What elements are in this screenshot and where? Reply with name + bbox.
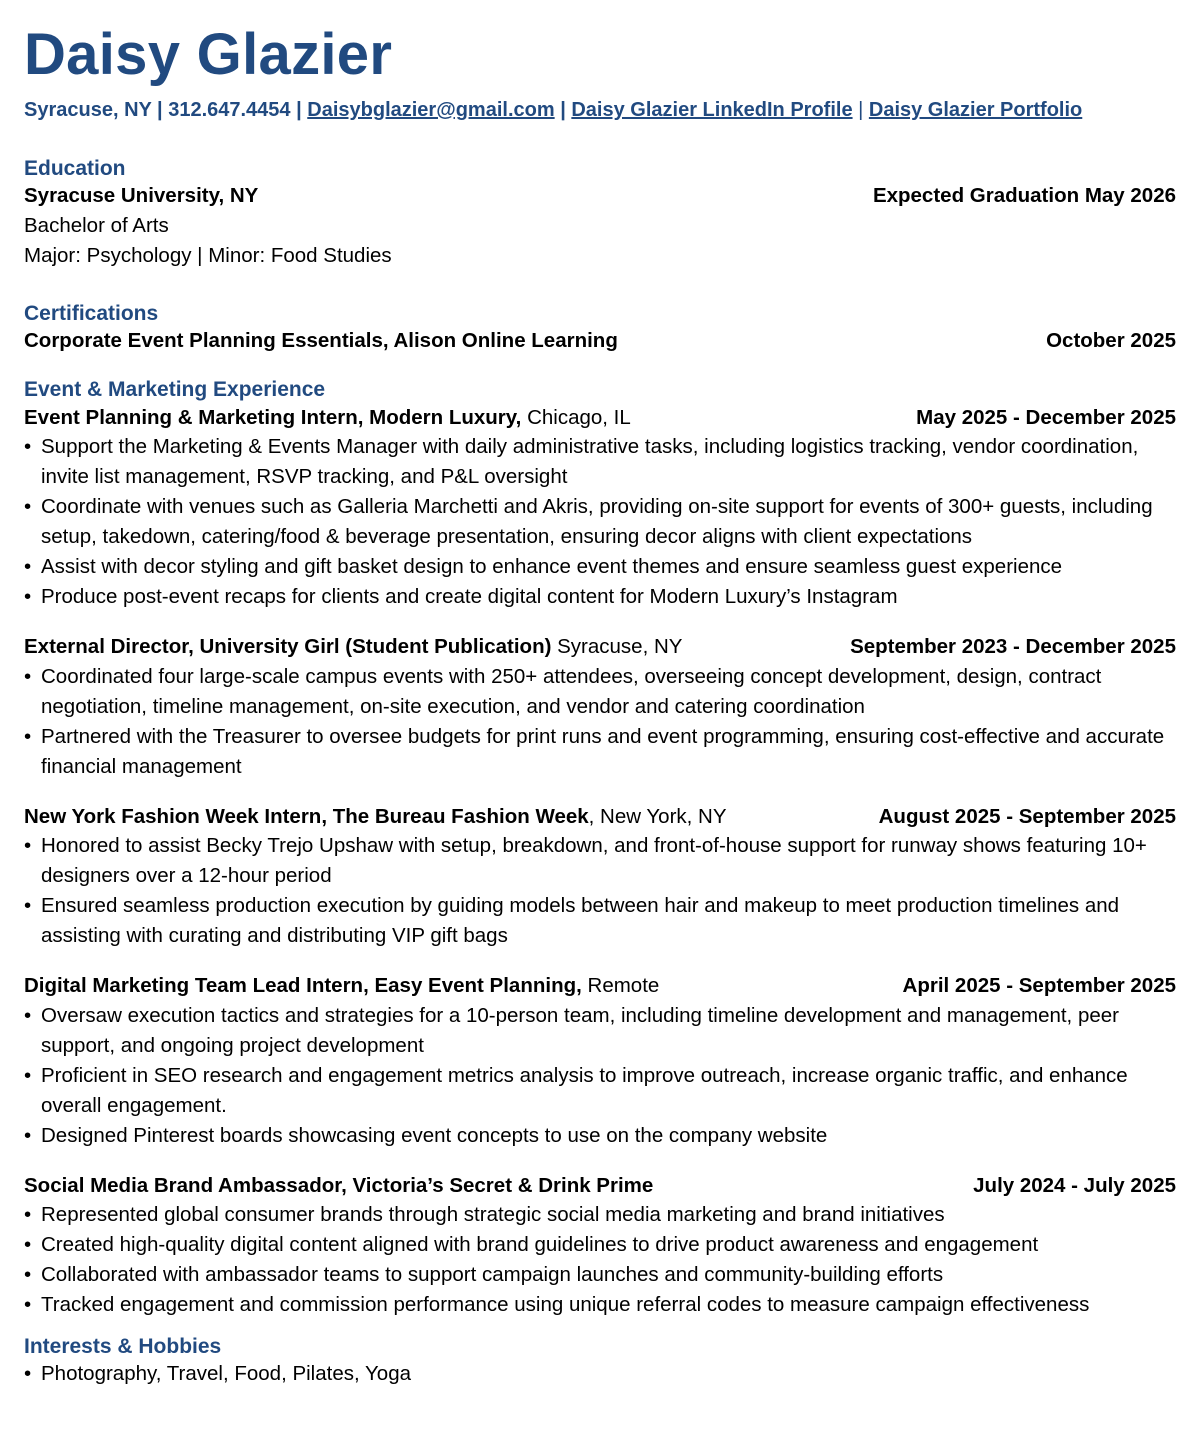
job-header	[24, 403, 1176, 433]
job-entry	[24, 1171, 1176, 1321]
job-date: August 2025 - September 2025	[878, 804, 1176, 828]
job-role: Event Planning & Marketing Intern, Modern Luxury,	[24, 405, 522, 429]
bullet-item: • Collaborated with ambassador teams to support campaign launches and community-building efforts	[24, 1260, 1176, 1290]
bullet-item: • Ensured seamless production execution by guiding models between hair and makeup to meet production timelines and assisting with curating and distributing VIP gift bags	[24, 891, 1176, 951]
job-bullets	[24, 1001, 1176, 1151]
job-role: Digital Marketing Team Lead Intern, Easy Event Planning,	[24, 974, 582, 998]
job-role: Social Media Brand Ambassador, Victoria’s Secret & Drink Prime	[24, 1173, 654, 1197]
job-entry	[24, 632, 1176, 782]
linkedin-link[interactable]: Daisy Glazier LinkedIn Profile	[571, 99, 853, 121]
job-entry	[24, 971, 1176, 1151]
bullet-item: • Proficient in SEO research and engagement metrics analysis to improve outreach, increase organic traffic, and enhance overall engagement.	[24, 1061, 1176, 1121]
certifications-heading: Certifications	[24, 301, 159, 325]
interests-heading: Interests & Hobbies	[24, 1335, 222, 1359]
contact-line	[24, 98, 1176, 122]
interests-item: • Photography, Travel, Food, Pilates, Yoga	[24, 1359, 1176, 1389]
certification-date: October 2025	[1046, 328, 1176, 352]
job-location: Remote	[581, 974, 660, 998]
contact-separator: |	[554, 99, 572, 121]
job-date: September 2023 - December 2025	[850, 635, 1176, 659]
bullet-item: • Coordinate with venues such as Galleria Marchetti and Akris, providing on-site support for events of 300+ guests, including setup, takedown, catering/food & beverage presentation, ensuring decor aligns with client expectations	[24, 492, 1176, 552]
job-bullets	[24, 1200, 1176, 1320]
bullet-item: • Oversaw execution tactics and strategies for a 10-person team, including timeline development and management, peer support, and ongoing project development	[24, 1001, 1176, 1061]
bullet-item: • Represented global consumer brands through strategic social media marketing and brand initiatives	[24, 1200, 1176, 1230]
degree: Bachelor of Arts	[24, 213, 169, 237]
education-section	[24, 156, 1176, 271]
email-link[interactable]: Daisybglazier@gmail.com	[307, 99, 555, 121]
location-phone: Syracuse, NY | 312.647.4454 |	[24, 99, 308, 121]
certification-row	[24, 326, 1176, 356]
interests-list	[24, 1359, 1176, 1389]
bullet-item: • Tracked engagement and commission performance using unique referral codes to measure campaign effectiveness	[24, 1290, 1176, 1320]
graduation-date: Expected Graduation May 2026	[872, 184, 1176, 208]
portfolio-link[interactable]: Daisy Glazier Portfolio	[868, 99, 1083, 121]
bullet-item: • Support the Marketing & Events Manager with daily administrative tasks, including logistics tracking, vendor coordination, invite list management, RSVP tracking, and P&L oversight	[24, 432, 1176, 492]
bullet-item: • Created high-quality digital content aligned with brand guidelines to drive product awareness and engagement	[24, 1230, 1176, 1260]
job-header	[24, 1171, 1176, 1201]
job-header	[24, 802, 1176, 832]
school-name: Syracuse University, NY	[24, 184, 259, 208]
experience-heading: Event & Marketing Experience	[24, 378, 326, 402]
bullet-item: • Designed Pinterest boards showcasing event concepts to use on the company website	[24, 1121, 1176, 1151]
job-date: April 2025 - September 2025	[902, 974, 1176, 998]
job-location: Chicago, IL	[521, 405, 631, 429]
bullet-item: • Coordinated four large-scale campus events with 250+ attendees, overseeing concept development, design, contract negotiation, timeline management, on-site execution, and vendor and catering coordination	[24, 662, 1176, 722]
job-date: May 2025 - December 2025	[916, 405, 1176, 429]
job-title	[24, 403, 631, 433]
job-location: Syracuse, NY	[551, 635, 683, 659]
job-title	[24, 632, 682, 662]
bullet-item: • Partnered with the Treasurer to oversee budgets for print runs and event programming, ensuring cost-effective and accurate financial management	[24, 722, 1176, 782]
education-heading: Education	[24, 157, 126, 180]
certifications-section	[24, 301, 1176, 356]
job-header	[24, 632, 1176, 662]
job-bullets	[24, 662, 1176, 782]
certification-name: Corporate Event Planning Essentials, Alison Online Learning	[24, 328, 618, 352]
job-title	[24, 971, 659, 1001]
interests-section	[24, 1334, 1176, 1389]
job-header	[24, 971, 1176, 1001]
job-entry	[24, 802, 1176, 952]
resume-name: Daisy Glazier	[24, 22, 393, 87]
job-role: External Director, University Girl (Student Publication)	[24, 635, 552, 659]
bullet-item: • Honored to assist Becky Trejo Upshaw with setup, breakdown, and front-of-house support for runway shows featuring 10+ designers over a 12-hour period	[24, 831, 1176, 891]
job-date: July 2024 - July 2025	[973, 1173, 1176, 1197]
job-bullets	[24, 432, 1176, 612]
experience-section	[24, 377, 1176, 1320]
education-row	[24, 181, 1176, 211]
contact-separator: |	[852, 99, 869, 121]
job-location: , New York, NY	[588, 804, 727, 828]
job-title	[24, 802, 727, 832]
job-entry	[24, 403, 1176, 613]
job-bullets	[24, 831, 1176, 951]
job-role: New York Fashion Week Intern, The Bureau Fashion Week	[24, 804, 589, 828]
major-minor: Major: Psychology | Minor: Food Studies	[24, 243, 392, 267]
bullet-item: • Produce post-event recaps for clients and create digital content for Modern Luxury’s Instagram	[24, 582, 1176, 612]
job-title	[24, 1171, 653, 1201]
bullet-item: • Assist with decor styling and gift basket design to enhance event themes and ensure seamless guest experience	[24, 552, 1176, 582]
